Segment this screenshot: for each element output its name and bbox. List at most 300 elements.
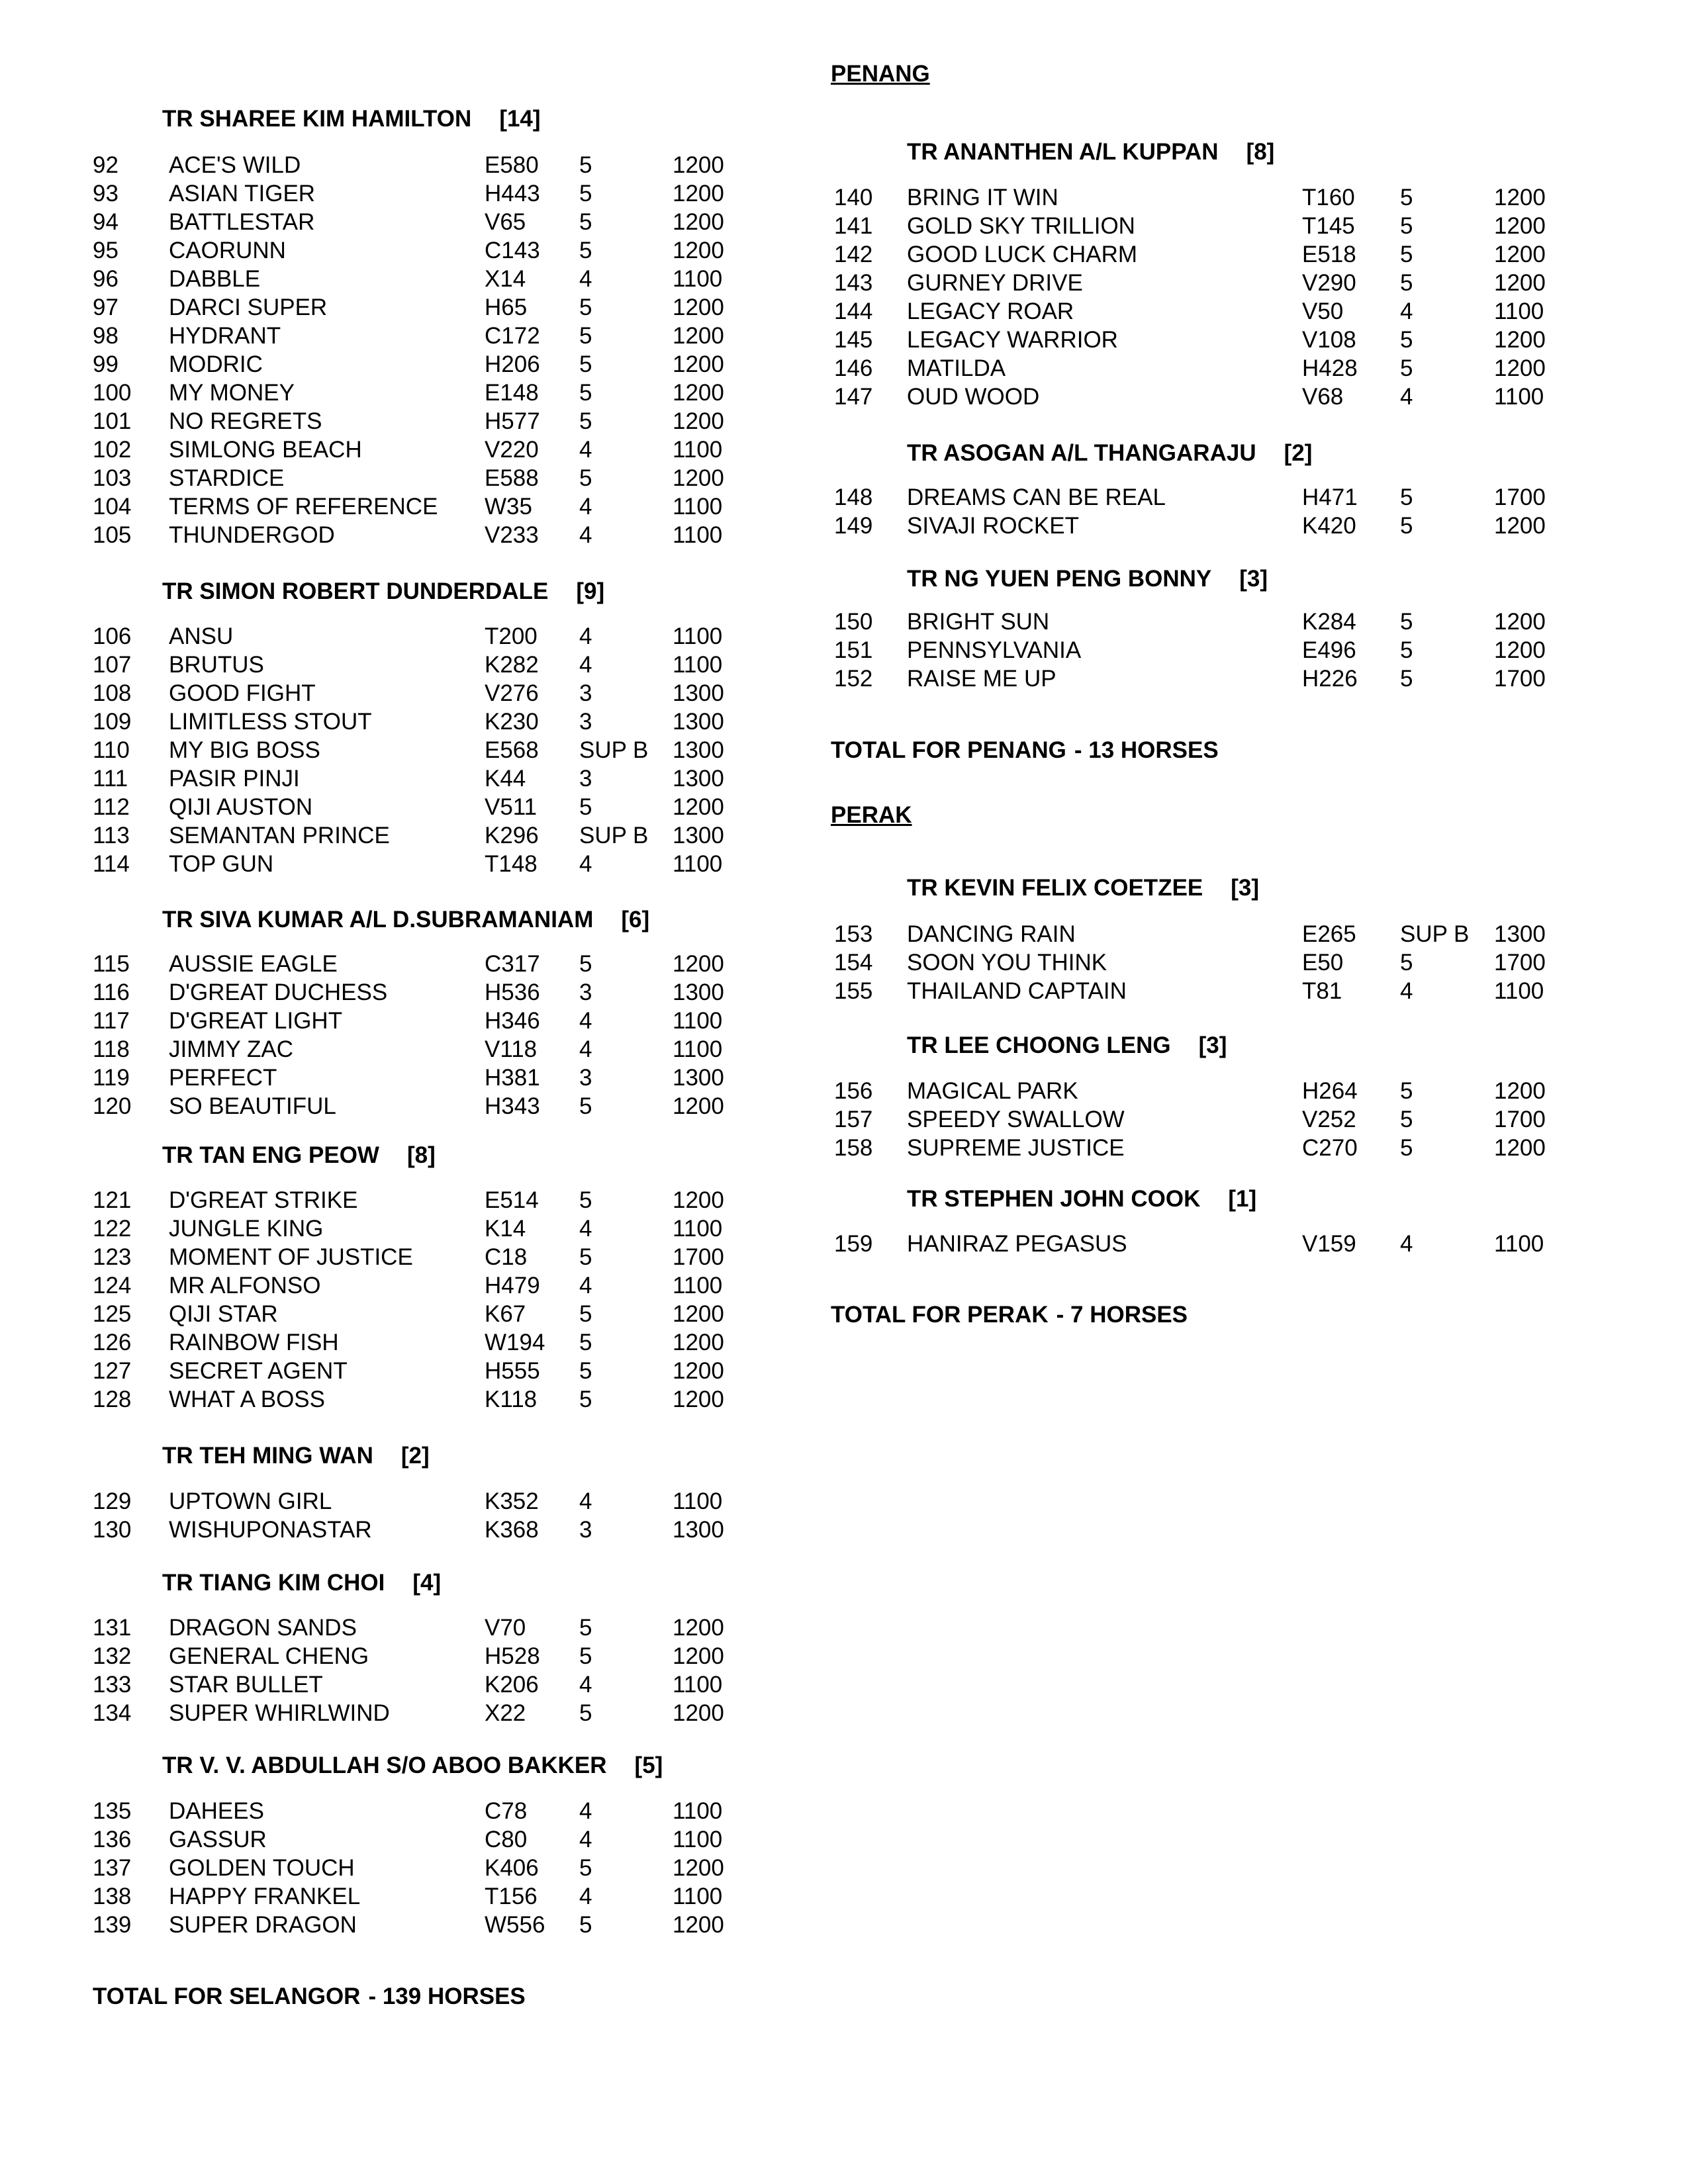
horse-class: SUP B [1400, 921, 1470, 947]
horse-number: 92 [93, 152, 118, 178]
horse-code: K284 [1302, 609, 1356, 635]
horse-number: 97 [93, 295, 118, 320]
horse-number: 95 [93, 238, 118, 263]
horse-number: 154 [834, 950, 873, 976]
horse-distance: 1200 [673, 238, 724, 263]
horse-code: H381 [485, 1065, 540, 1091]
trainer-heading [907, 439, 1312, 467]
horse-code: V276 [485, 680, 539, 706]
horse-distance: 1200 [1494, 637, 1546, 663]
trainer-name: TR KEVIN FELIX COETZEE [907, 875, 1203, 901]
horse-number: 99 [93, 351, 118, 377]
horse-code: C78 [485, 1798, 528, 1824]
trainer-horse-count: [6] [621, 907, 650, 933]
horse-code: H65 [485, 295, 528, 320]
horse-number: 115 [93, 951, 130, 977]
horse-code: V511 [485, 794, 538, 820]
horse-distance: 1300 [673, 766, 724, 792]
horse-class: 4 [579, 1273, 592, 1298]
horse-name: PERFECT [169, 1065, 277, 1091]
horse-name: D'GREAT LIGHT [169, 1008, 343, 1034]
horse-distance: 1300 [673, 709, 724, 735]
horse-number: 93 [93, 181, 118, 206]
horse-distance: 1200 [673, 1330, 724, 1355]
horse-class: 4 [579, 1672, 592, 1698]
region-heading: PERAK [831, 802, 912, 828]
trainer-horse-count: [3] [1198, 1032, 1227, 1058]
horse-number: 126 [93, 1330, 132, 1355]
horse-code: H226 [1302, 666, 1358, 692]
horse-code: H528 [485, 1643, 540, 1669]
horse-number: 136 [93, 1827, 132, 1852]
horse-code: T81 [1302, 978, 1342, 1004]
horse-number: 143 [834, 270, 873, 296]
horse-code: K44 [485, 766, 526, 792]
horse-number: 113 [93, 823, 130, 848]
horse-code: K230 [485, 709, 539, 735]
horse-code: H443 [485, 181, 540, 206]
horse-distance: 1200 [673, 323, 724, 349]
horse-number: 156 [834, 1078, 873, 1104]
region-total [831, 1300, 1188, 1329]
trainer-name: TR NG YUEN PENG BONNY [907, 566, 1212, 592]
horse-distance: 1200 [673, 1093, 724, 1119]
horse-name: DREAMS CAN BE REAL [907, 484, 1166, 510]
horse-name: QIJI AUSTON [169, 794, 313, 820]
horse-name: TOP GUN [169, 851, 274, 877]
horse-class: 4 [579, 1216, 592, 1242]
horse-distance: 1200 [673, 1301, 724, 1327]
horse-name: SIVAJI ROCKET [907, 513, 1079, 539]
horse-name: ASIAN TIGER [169, 181, 316, 206]
trainer-heading [162, 905, 649, 934]
horse-name: NO REGRETS [169, 408, 322, 434]
horse-class: 4 [1400, 1231, 1413, 1257]
horse-code: W35 [485, 494, 532, 520]
horse-class: 5 [579, 1912, 592, 1938]
horse-name: SEMANTAN PRINCE [169, 823, 390, 848]
horse-name: GOOD FIGHT [169, 680, 316, 706]
horse-number: 125 [93, 1301, 132, 1327]
horse-class: 5 [579, 1855, 592, 1881]
total-count: - 7 HORSES [1056, 1302, 1188, 1328]
horse-class: 4 [579, 1036, 592, 1062]
trainer-name: TR TEH MING WAN [162, 1443, 373, 1469]
horse-number: 111 [93, 766, 128, 792]
horse-distance: 1300 [673, 1517, 724, 1543]
horse-code: V50 [1302, 298, 1344, 324]
horse-class: 5 [1400, 1135, 1413, 1161]
horse-name: WHAT A BOSS [169, 1387, 325, 1412]
trainer-heading [907, 1185, 1256, 1213]
horse-class: 4 [579, 623, 592, 649]
horse-distance: 1200 [673, 1700, 724, 1726]
horse-number: 129 [93, 1488, 132, 1514]
horse-number: 151 [834, 637, 873, 663]
horse-name: GOOD LUCK CHARM [907, 242, 1138, 267]
trainer-horse-count: [3] [1231, 875, 1260, 901]
horse-distance: 1200 [673, 951, 724, 977]
horse-number: 145 [834, 327, 873, 353]
horse-number: 122 [93, 1216, 132, 1242]
horse-class: 4 [579, 522, 592, 548]
horse-distance: 1100 [673, 1672, 723, 1698]
trainer-name: TR TAN ENG PEOW [162, 1142, 379, 1168]
horse-distance: 1700 [1494, 950, 1546, 976]
horse-code: H555 [485, 1358, 540, 1384]
horse-class: 5 [1400, 270, 1413, 296]
horse-distance: 1200 [1494, 270, 1546, 296]
horse-name: RAISE ME UP [907, 666, 1056, 692]
horse-distance: 1200 [673, 1912, 724, 1938]
horse-number: 109 [93, 709, 132, 735]
horse-class: 3 [579, 709, 592, 735]
horse-number: 132 [93, 1643, 132, 1669]
horse-distance: 1100 [673, 851, 723, 877]
horse-code: E580 [485, 152, 539, 178]
horse-code: E496 [1302, 637, 1356, 663]
horse-distance: 1200 [673, 794, 724, 820]
horse-class: 5 [579, 951, 592, 977]
horse-number: 116 [93, 979, 130, 1005]
horse-name: DARCI SUPER [169, 295, 328, 320]
trainer-heading [907, 1031, 1227, 1060]
trainer-horse-count: [2] [1284, 440, 1313, 466]
horse-distance: 1100 [673, 437, 723, 463]
horse-name: HYDRANT [169, 323, 281, 349]
horse-code: C172 [485, 323, 540, 349]
horse-class: 5 [579, 1093, 592, 1119]
horse-name: RAINBOW FISH [169, 1330, 339, 1355]
horse-distance: 1700 [1494, 666, 1546, 692]
horse-code: V233 [485, 522, 539, 548]
horse-distance: 1300 [673, 680, 724, 706]
horse-class: 5 [579, 351, 592, 377]
horse-distance: 1100 [673, 266, 723, 292]
horse-code: C18 [485, 1244, 528, 1270]
horse-code: V159 [1302, 1231, 1356, 1257]
horse-class: 4 [579, 652, 592, 678]
horse-distance: 1300 [673, 979, 724, 1005]
horse-name: STAR BULLET [169, 1672, 323, 1698]
horse-code: K282 [485, 652, 539, 678]
horse-class: 3 [579, 766, 592, 792]
horse-name: HAPPY FRANKEL [169, 1884, 361, 1909]
horse-name: OUD WOOD [907, 384, 1040, 410]
horse-number: 146 [834, 355, 873, 381]
horse-class: 4 [579, 851, 592, 877]
horse-number: 142 [834, 242, 873, 267]
trainer-heading [907, 565, 1268, 593]
horse-code: H536 [485, 979, 540, 1005]
horse-code: E50 [1302, 950, 1344, 976]
horse-distance: 1200 [673, 1855, 724, 1881]
horse-distance: 1200 [1494, 609, 1546, 635]
horse-code: H343 [485, 1093, 540, 1119]
total-count: - 13 HORSES [1074, 737, 1219, 763]
horse-code: V118 [485, 1036, 538, 1062]
horse-number: 123 [93, 1244, 132, 1270]
horse-class: 4 [1400, 298, 1413, 324]
horse-class: 5 [579, 794, 592, 820]
horse-name: GURNEY DRIVE [907, 270, 1083, 296]
horse-number: 124 [93, 1273, 132, 1298]
horse-class: 4 [579, 1798, 592, 1824]
horse-name: QIJI STAR [169, 1301, 278, 1327]
horse-number: 135 [93, 1798, 132, 1824]
horse-distance: 1100 [673, 1273, 723, 1298]
horse-distance: 1200 [673, 1187, 724, 1213]
trainer-horse-count: [2] [400, 1443, 430, 1469]
horse-distance: 1100 [673, 1884, 723, 1909]
horse-class: 4 [579, 1827, 592, 1852]
horse-class: 4 [579, 1008, 592, 1034]
horse-number: 94 [93, 209, 118, 235]
horse-number: 150 [834, 609, 873, 635]
trainer-heading [162, 1751, 663, 1780]
horse-number: 158 [834, 1135, 873, 1161]
horse-name: WISHUPONASTAR [169, 1517, 372, 1543]
trainer-horse-count: [14] [499, 106, 541, 132]
horse-name: LIMITLESS STOUT [169, 709, 372, 735]
horse-distance: 1100 [1494, 978, 1544, 1004]
horse-name: GOLD SKY TRILLION [907, 213, 1135, 239]
horse-class: 4 [1400, 384, 1413, 410]
horse-name: DRAGON SANDS [169, 1615, 357, 1641]
horse-number: 138 [93, 1884, 132, 1909]
horse-number: 98 [93, 323, 118, 349]
horse-distance: 1200 [673, 1358, 724, 1384]
horse-code: K352 [485, 1488, 539, 1514]
horse-distance: 1100 [673, 1827, 723, 1852]
horse-code: H264 [1302, 1078, 1358, 1104]
horse-class: 5 [1400, 1078, 1413, 1104]
horse-class: 3 [579, 979, 592, 1005]
horse-code: V252 [1302, 1107, 1356, 1132]
trainer-name: TR SIVA KUMAR A/L D.SUBRAMANIAM [162, 907, 594, 933]
horse-code: K406 [485, 1855, 539, 1881]
horse-class: 5 [1400, 637, 1413, 663]
horse-number: 127 [93, 1358, 132, 1384]
trainer-horse-count: [4] [412, 1570, 442, 1596]
horse-class: 4 [579, 437, 592, 463]
trainer-heading [162, 1569, 441, 1597]
horse-distance: 1200 [1494, 242, 1546, 267]
horse-distance: 1100 [1494, 1231, 1544, 1257]
horse-number: 121 [93, 1187, 132, 1213]
horse-class: 5 [579, 1187, 592, 1213]
horse-name: MAGICAL PARK [907, 1078, 1078, 1104]
horse-code: V68 [1302, 384, 1344, 410]
horse-name: D'GREAT DUCHESS [169, 979, 388, 1005]
horse-code: H428 [1302, 355, 1358, 381]
horse-distance: 1200 [1494, 355, 1546, 381]
horse-number: 149 [834, 513, 873, 539]
horse-name: TERMS OF REFERENCE [169, 494, 438, 520]
horse-number: 108 [93, 680, 132, 706]
horse-distance: 1700 [673, 1244, 724, 1270]
horse-code: V108 [1302, 327, 1356, 353]
total-count: - 139 HORSES [368, 1983, 526, 2009]
horse-code: V70 [485, 1615, 526, 1641]
horse-name: SOON YOU THINK [907, 950, 1107, 976]
horse-name: MATILDA [907, 355, 1006, 381]
horse-distance: 1300 [673, 823, 724, 848]
horse-distance: 1200 [673, 465, 724, 491]
horse-name: MY MONEY [169, 380, 295, 406]
horse-class: SUP B [579, 823, 649, 848]
horse-number: 103 [93, 465, 132, 491]
horse-name: AUSSIE EAGLE [169, 951, 338, 977]
horse-number: 96 [93, 266, 118, 292]
horse-number: 159 [834, 1231, 873, 1257]
horse-code: K368 [485, 1517, 539, 1543]
trainer-name: TR SHAREE KIM HAMILTON [162, 106, 472, 132]
horse-name: D'GREAT STRIKE [169, 1187, 358, 1213]
horse-name: HANIRAZ PEGASUS [907, 1231, 1127, 1257]
total-label: TOTAL FOR SELANGOR [93, 1983, 361, 2009]
horse-class: 5 [579, 1301, 592, 1327]
horse-distance: 1100 [673, 1216, 723, 1242]
horse-distance: 1200 [673, 1387, 724, 1412]
horse-distance: 1200 [673, 295, 724, 320]
horse-number: 101 [93, 408, 132, 434]
horse-code: K420 [1302, 513, 1356, 539]
horse-class: 5 [579, 408, 592, 434]
horse-name: BRIGHT SUN [907, 609, 1050, 635]
horse-number: 148 [834, 484, 873, 510]
horse-number: 153 [834, 921, 873, 947]
horse-number: 102 [93, 437, 132, 463]
horse-code: K296 [485, 823, 539, 848]
horse-class: 5 [579, 465, 592, 491]
horse-number: 112 [93, 794, 130, 820]
horse-distance: 1200 [673, 1643, 724, 1669]
horse-code: H471 [1302, 484, 1358, 510]
horse-name: BRING IT WIN [907, 185, 1058, 210]
horse-distance: 1700 [1494, 1107, 1546, 1132]
horse-name: BRUTUS [169, 652, 264, 678]
horse-code: C270 [1302, 1135, 1358, 1161]
horse-name: THUNDERGOD [169, 522, 335, 548]
horse-number: 144 [834, 298, 873, 324]
trainer-name: TR ANANTHEN A/L KUPPAN [907, 139, 1219, 165]
horse-class: 5 [1400, 355, 1413, 381]
horse-distance: 1100 [673, 1008, 723, 1034]
horse-code: K118 [485, 1387, 538, 1412]
horse-code: W194 [485, 1330, 545, 1355]
horse-name: CAORUNN [169, 238, 286, 263]
trainer-heading [162, 1141, 436, 1169]
horse-distance: 1100 [673, 1488, 723, 1514]
horse-distance: 1200 [673, 181, 724, 206]
horse-distance: 1100 [673, 1798, 723, 1824]
horse-number: 120 [93, 1093, 132, 1119]
horse-number: 152 [834, 666, 873, 692]
horse-class: 3 [579, 680, 592, 706]
horse-class: 5 [1400, 484, 1413, 510]
horse-class: 5 [579, 152, 592, 178]
horse-name: PENNSYLVANIA [907, 637, 1082, 663]
horse-name: BATTLESTAR [169, 209, 315, 235]
horse-distance: 1100 [673, 1036, 723, 1062]
horse-name: DANCING RAIN [907, 921, 1076, 947]
horse-number: 157 [834, 1107, 873, 1132]
horse-class: 5 [579, 1700, 592, 1726]
horse-distance: 1100 [1494, 298, 1544, 324]
horse-class: 5 [1400, 1107, 1413, 1132]
horse-distance: 1200 [673, 380, 724, 406]
total-label: TOTAL FOR PERAK [831, 1302, 1049, 1328]
horse-number: 128 [93, 1387, 132, 1412]
horse-number: 104 [93, 494, 132, 520]
horse-class: 3 [579, 1065, 592, 1091]
horse-distance: 1300 [673, 1065, 724, 1091]
horse-code: E514 [485, 1187, 539, 1213]
horse-class: 5 [579, 1330, 592, 1355]
horse-class: 5 [579, 323, 592, 349]
horse-distance: 1200 [673, 152, 724, 178]
horse-number: 137 [93, 1855, 132, 1881]
horse-class: 3 [579, 1517, 592, 1543]
horse-number: 139 [93, 1912, 132, 1938]
trainer-name: TR LEE CHOONG LENG [907, 1032, 1171, 1058]
horse-code: T200 [485, 623, 538, 649]
horse-number: 140 [834, 185, 873, 210]
horse-number: 100 [93, 380, 132, 406]
trainer-heading [162, 1441, 430, 1470]
horse-name: MODRIC [169, 351, 263, 377]
horse-code: H479 [485, 1273, 540, 1298]
horse-code: T160 [1302, 185, 1355, 210]
horse-class: 5 [579, 1387, 592, 1412]
horse-name: JUNGLE KING [169, 1216, 324, 1242]
horse-code: C317 [485, 951, 540, 977]
horse-class: SUP B [579, 737, 649, 763]
horse-name: ACE'S WILD [169, 152, 301, 178]
horse-class: 4 [579, 266, 592, 292]
horse-name: SUPER WHIRLWIND [169, 1700, 390, 1726]
horse-number: 114 [93, 851, 130, 877]
horse-code: E588 [485, 465, 539, 491]
horse-class: 5 [579, 181, 592, 206]
horse-distance: 1300 [673, 737, 724, 763]
horse-name: ANSU [169, 623, 234, 649]
horse-class: 5 [579, 1643, 592, 1669]
horse-class: 5 [579, 1615, 592, 1641]
horse-code: H577 [485, 408, 540, 434]
horse-code: T156 [485, 1884, 538, 1909]
horse-code: K206 [485, 1672, 539, 1698]
horse-name: MOMENT OF JUSTICE [169, 1244, 413, 1270]
trainer-heading [907, 874, 1259, 902]
horse-class: 5 [1400, 327, 1413, 353]
trainer-horse-count: [1] [1228, 1186, 1257, 1212]
horse-code: E148 [485, 380, 539, 406]
horse-class: 5 [579, 238, 592, 263]
horse-distance: 1200 [1494, 513, 1546, 539]
horse-code: K67 [485, 1301, 526, 1327]
horse-code: V220 [485, 437, 539, 463]
horse-name: SPEEDY SWALLOW [907, 1107, 1125, 1132]
horse-class: 5 [1400, 666, 1413, 692]
horse-distance: 1200 [1494, 185, 1546, 210]
horse-class: 5 [579, 1244, 592, 1270]
horse-name: SECRET AGENT [169, 1358, 348, 1384]
horse-code: W556 [485, 1912, 545, 1938]
horse-class: 5 [1400, 185, 1413, 210]
horse-class: 4 [579, 1488, 592, 1514]
